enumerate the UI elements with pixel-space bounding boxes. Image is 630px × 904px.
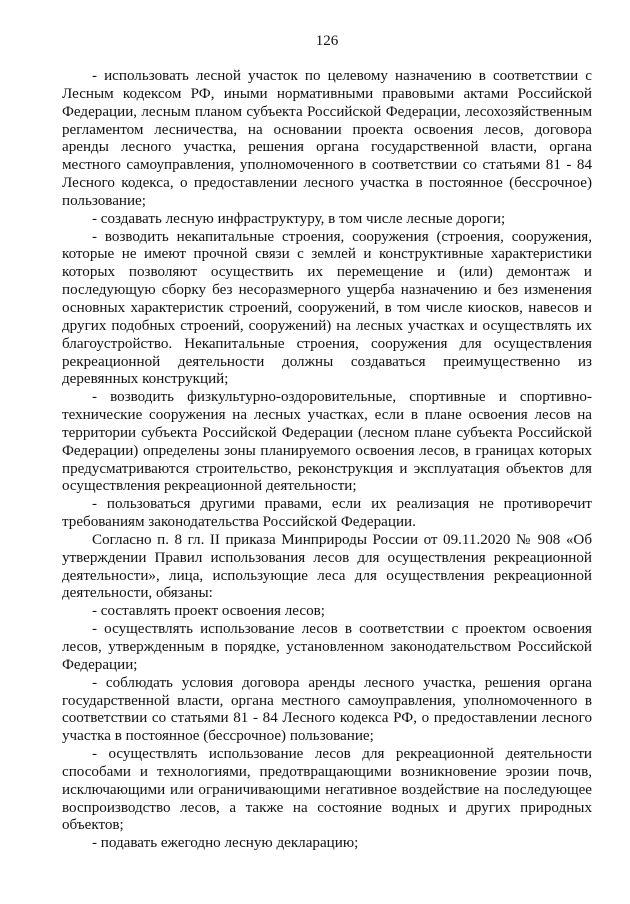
paragraph-annual-declaration: - подавать ежегодно лесную декларацию; bbox=[92, 835, 359, 852]
paragraph-development-project: - составлять проект освоения лесов; bbox=[92, 603, 325, 620]
page-number: 126 bbox=[315, 33, 339, 49]
paragraph-non-capital-structures: - возводить некапитальные строения, сооружения (строения, сооружения, которые не имеют прочной связи с землей и конструктивные характеристики которых позволяют осуществить их перемещение и (или) демонтаж и последующую сборку без несоразмерного ущерба назначению и без изменения основных характеристик строений, сооружений, в том числе киосков, навесов и других подобных строений, сооружений) на лесных участках и осуществлять их благоустройство. Некапитальные строения, сооружения для осуществления рекреационной деятельности должны создаваться преимущественно из деревянных конструкций; bbox=[62, 228, 592, 388]
paragraph-lease-conditions: - соблюдать условия договора аренды лесного участка, решения органа государственной власти, органа местного самоуправления, уполномоченного в соответствии со статьями 81 - 84 Лесного кодекса РФ, о предоставлении лесного участка в постоянное (бессрочное) пользование; bbox=[62, 674, 592, 745]
paragraph-other-rights: - пользоваться другими правами, если их реализация не противоречит требованиям законодательства Российской Федерации. bbox=[62, 496, 592, 531]
paragraph-use-per-project: - осуществлять использование лесов в соответствии с проектом освоения лесов, утвержденным в порядке, установленном законодательством Российской Федерации; bbox=[62, 621, 592, 673]
paragraph-order-reference: Согласно п. 8 гл. II приказа Минприроды России от 09.11.2020 № 908 «Об утверждении Правил использования лесов для осуществления рекреационной деятельности», лица, использующие леса для осуществления рекреационной деятельности, обязаны: bbox=[62, 531, 592, 602]
paragraph-forest-infrastructure: - создавать лесную инфраструктуру, в том числе лесные дороги; bbox=[92, 210, 506, 227]
paragraph-sports-facilities: - возводить физкультурно-оздоровительные, спортивные и спортивно-технические сооружения на лесных участках, если в плане освоения лесов на территории субъекта Российской Федерации (лесном плане субъекта Российской Федерации) определены зоны планируемого освоения лесов, в границах которых предусматриваются строительство, реконструкция и эксплуатация объектов для осуществления рекреационной деятельности; bbox=[62, 389, 592, 495]
paragraph-land-use-purpose: - использовать лесной участок по целевому назначению в соответствии с Лесным кодексом РФ, иными нормативными правовыми актами Российской Федерации, лесным планом субъекта Российской Федерации, лесохозяйственным регламентом лесничества, на основании проекта освоения лесов, договора аренды лесного участка, решения органа государственной власти, органа местного самоуправления, уполномоченного в соответствии со статьями 81 - 84 Лесного кодекса, о предоставлении лесного участка в постоянное (бессрочное) пользование; bbox=[62, 68, 592, 209]
document-page bbox=[62, 32, 592, 853]
paragraph-erosion-prevention: - осуществлять использование лесов для рекреационной деятельности способами и технологиями, предотвращающими возникновение эрозии почв, исключающими или ограничивающими негативное воздействие на последующее воспроизводство лесов, а также на состояние водных и других природных объектов; bbox=[62, 746, 592, 834]
